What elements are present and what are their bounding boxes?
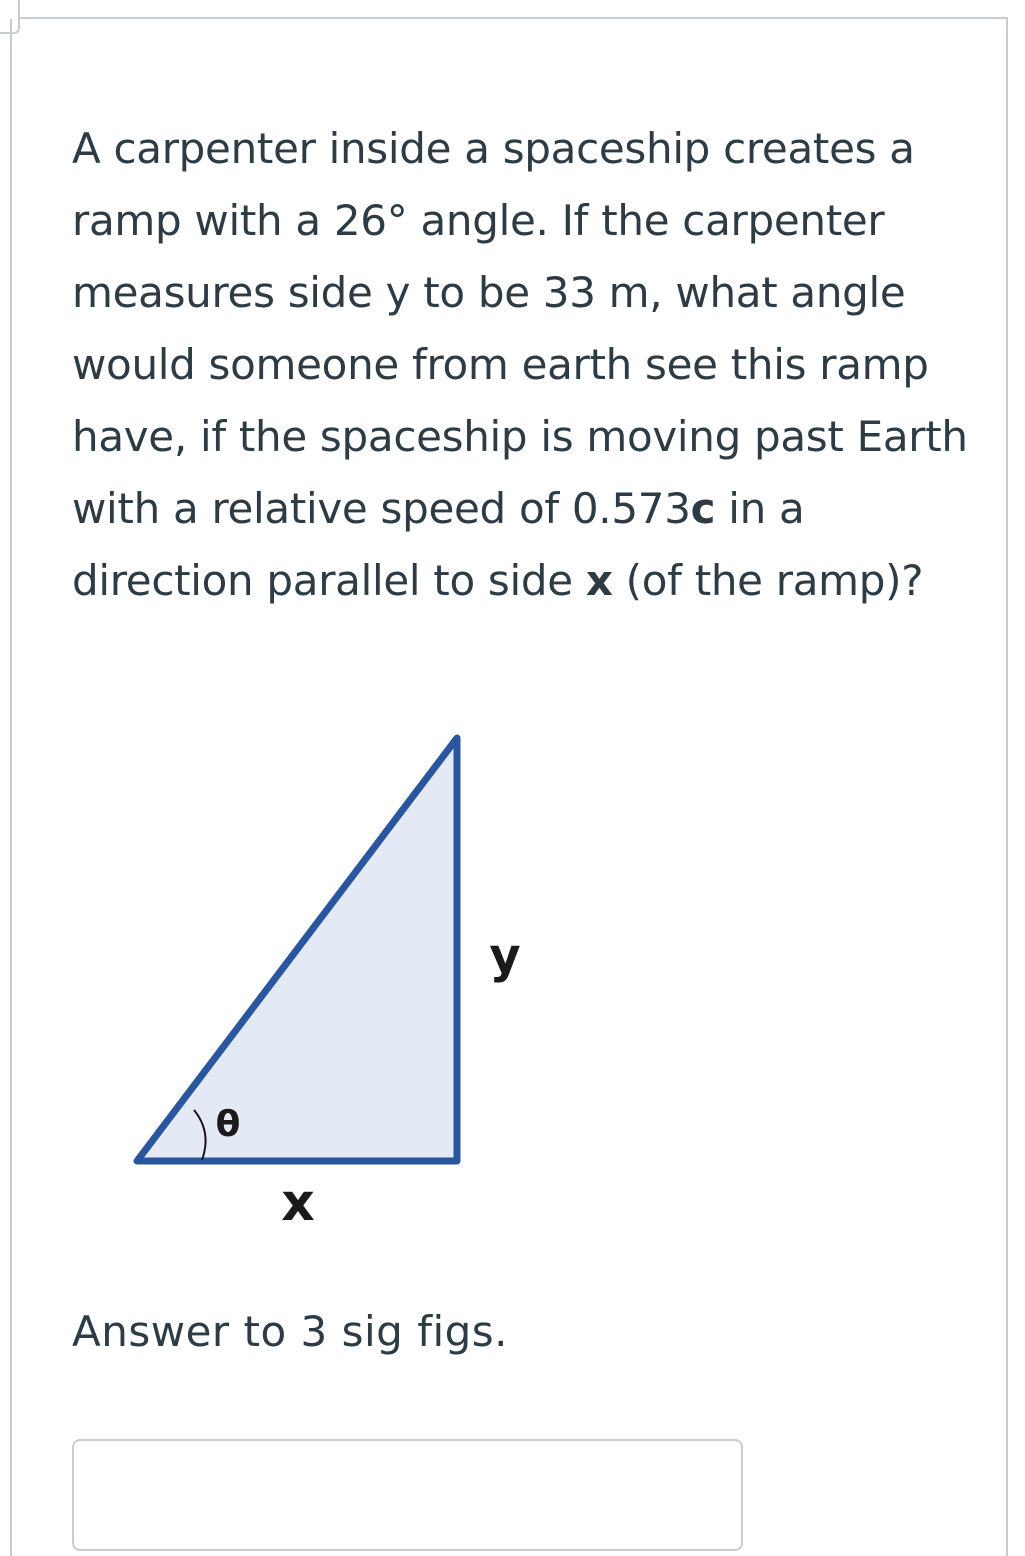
speed-of-light-symbol: c (690, 484, 716, 533)
ramp-diagram (120, 720, 540, 1240)
question-line-7-pre: direction parallel to side (72, 556, 586, 605)
answer-input[interactable] (72, 1439, 743, 1551)
ramp-triangle (137, 738, 457, 1161)
question-line-2: ramp with a 26° angle. If the carpenter (72, 196, 885, 245)
question-line-7 (72, 556, 923, 605)
question-line-1: A carpenter inside a spaceship creates a (72, 124, 915, 173)
question-line-3: measures side y to be 33 m, what angle (72, 268, 906, 317)
question-line-7-post: (of the ramp)? (612, 556, 924, 605)
question-line-6-post: in a (715, 484, 805, 533)
answer-instruction: Answer to 3 sig figs. (72, 1307, 509, 1356)
theta-label: θ (215, 1104, 241, 1145)
question-text (72, 113, 972, 617)
top-divider (0, 0, 1008, 19)
question-line-6 (72, 484, 804, 533)
question-line-5: have, if the spaceship is moving past Earth (72, 412, 968, 461)
side-x-label: x (281, 1173, 315, 1233)
side-x-symbol: x (585, 556, 613, 605)
question-line-6-pre: with a relative speed of 0.573 (72, 484, 691, 533)
question-line-4: would someone from earth see this ramp (72, 340, 929, 389)
side-y-label: y (489, 928, 521, 984)
